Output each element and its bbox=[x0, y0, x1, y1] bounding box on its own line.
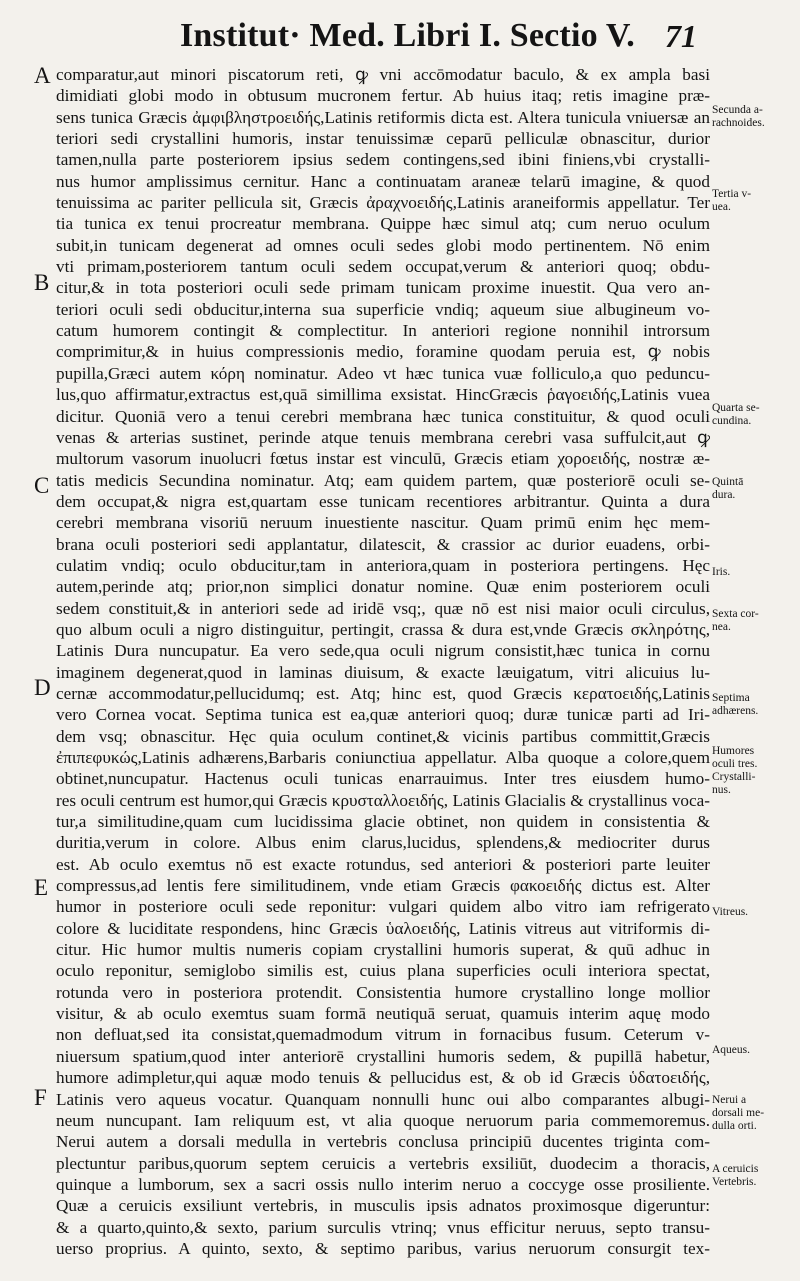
text-line: duritia,verum in colore. Albus enim clarus,lucidus, splendens,& mediocriter durus bbox=[56, 833, 710, 853]
margin-note-line: Humores bbox=[712, 745, 755, 757]
text-line: vero Cornea vocat. Septima tunica est ea,quæ anteriori quoq; duræ tunicæ parti ad Iri- bbox=[56, 705, 710, 725]
margin-note-line: Vertebris. bbox=[712, 1176, 757, 1188]
text-line: colore & luciditate respondens, hinc Græcis ὑαλοειδής, Latinis vitreus aut vitriformis di- bbox=[56, 918, 710, 938]
margin-note-septima bbox=[712, 692, 800, 718]
text-line: non defluat,sed ita consistat,quemadmodum vitrum in fornacibus fusum. Ceterum v- bbox=[56, 1025, 710, 1045]
text-line: uerso proprius. A quinto, sexto, & septimo paribus, varius neruorum consurgit tex- bbox=[56, 1238, 710, 1258]
margin-note-line: oculi tres. bbox=[712, 758, 758, 770]
section-letter-f: F bbox=[34, 1085, 47, 1110]
margin-note-line: Iris. bbox=[712, 566, 731, 578]
text-line: lus,quo affirmatur,extractus est,quā simillima exsistat. HincGræcis ῥαγοειδής,Latinis vuea bbox=[56, 385, 710, 405]
text-line: autem,perinde atq; prior,non simplici donatur nomine. Quæ enim posteriorem oculi bbox=[56, 577, 710, 597]
margin-note-tertia bbox=[712, 188, 800, 214]
text-line: humore adimpletur,qui aquæ modo tenuis & pellucidus est, & ob id Græcis ὑδατοειδής, bbox=[56, 1068, 710, 1088]
section-letter-c: C bbox=[34, 473, 50, 498]
text-line: sens tunica Græcis ἀμφιβληστροειδής,Latinis retiformis dicta est. Altera tunicula vniuersæ an bbox=[56, 107, 710, 127]
margin-note-line: Aqueus. bbox=[712, 1044, 751, 1056]
text-line: teriori sedi crystallini humoris, instar tenuissimæ ceparū pelliculæ obnascitur, durior bbox=[56, 129, 710, 149]
text-line: cernæ accommodatur,pellucidumq; est. Atq; hinc est, quod Græcis κερατοειδής,Latinis bbox=[56, 683, 710, 703]
text-line: dem vsq; obnascitur. Hęc quia oculum continet,& vicinis partibus committit,Græcis bbox=[56, 726, 710, 746]
text-line: Latinis Dura nuncupatur. Ea vero sede,qua oculi nigrum consistit,hæc tunica in cornu bbox=[56, 641, 710, 661]
text-line: quinque a lumborum, sex a sacri ossis nullo interim neruo a coccyge osse prosiliente. bbox=[56, 1174, 710, 1194]
margin-note-secunda bbox=[712, 104, 800, 130]
text-line: niuersum spatium,quod inter anteriorē crystallini humoris sedem, & pupillā habetur, bbox=[56, 1046, 710, 1066]
section-letter-b: B bbox=[34, 270, 50, 295]
text-line: ἐπιπεφυκώς,Latinis adhærens,Barbaris coniunctiua appellatur. Alba quoque a colore,quem bbox=[56, 748, 710, 767]
text-line: tamen,nulla parte posteriorem ipsius sedem contingens,sed ibini finiens,vbi crystalli- bbox=[56, 150, 710, 170]
margin-note-nerui bbox=[712, 1094, 800, 1133]
margin-note-line: Tertia v- bbox=[712, 188, 752, 200]
margin-note-line: cundina. bbox=[712, 415, 752, 427]
margin-note-line: Nerui a bbox=[712, 1094, 747, 1106]
text-line: culatim vndiq; oculo obducitur,tam in anteriora,quam in posteriora pertingens. Hęc bbox=[56, 555, 710, 575]
running-header bbox=[0, 14, 800, 58]
margin-notes bbox=[712, 0, 800, 1234]
margin-note-line: Quintā bbox=[712, 476, 744, 488]
text-line: brana oculi posteriori sedi applantatur, dilatescit, & crassior ac durior euadens, orbi- bbox=[56, 534, 710, 554]
text-line: sedem constituit,& in anteriori sede ad iridē vsq;, quæ nō est nisi maior oculi circulus, bbox=[56, 598, 710, 618]
text-line: tatis medicis Secundina nominatur. Atq; eam quidem partem, quæ posteriorē oculi se- bbox=[56, 470, 710, 490]
margin-note-line: Quarta se- bbox=[712, 402, 760, 414]
margin-note-aqueus bbox=[712, 1044, 800, 1057]
margin-note-quarta bbox=[712, 402, 800, 428]
margin-note-line: Sexta cor- bbox=[712, 608, 759, 620]
section-letter-e: E bbox=[34, 875, 49, 900]
text-line: Latinis vero aqueus vocatur. Quanquam nonnulli hunc oui albo comparantes albugi- bbox=[56, 1089, 710, 1109]
text-line: dem occupat,& nigra est,quartam esse tunicam recentiores arbitrantur. Quinta a dura bbox=[56, 491, 710, 511]
margin-note-line: dura. bbox=[712, 489, 736, 501]
margin-note-line: Secunda a- bbox=[712, 104, 763, 116]
text-line: multorum vasorum inuolucri fœtus instar est vinculū, Græcis etiam χοροειδής, nostræ æ- bbox=[56, 449, 710, 469]
text-line bbox=[56, 1259, 710, 1280]
margin-note-quinta bbox=[712, 476, 800, 502]
margin-note-line: rachnoides. bbox=[712, 117, 765, 129]
text-line: cerebri membrana visoriū neruum inuestiente nascitur. Quam primū enim hęc mem- bbox=[56, 513, 710, 533]
text-line: est. Ab oculo exemtus nō est exacte rotundus, sed anteriori & posteriori parte leuiter bbox=[56, 854, 710, 874]
text-line: nus humor amplissimus cernitur. Hanc a continuatam araneæ telarū imagine, & quod bbox=[56, 171, 710, 191]
margin-note-line: Vitreus. bbox=[712, 906, 749, 918]
text-line: res oculi centrum est humor,qui Græcis κρυσταλλοειδής, Latinis Glacialis & crystallinus voca- bbox=[56, 790, 710, 810]
margin-note-sexta bbox=[712, 608, 800, 634]
text-line: tenuissima ac pariter pellicula sit, Græcis ἀραχνοειδής,Latinis araneiformis appellatur. Ter bbox=[56, 193, 710, 213]
margin-note-iris bbox=[712, 566, 800, 579]
text-line: comparatur,aut minori piscatorum reti, ꝙ vni accōmodatur baculo, & ex ampla basi bbox=[56, 65, 710, 84]
margin-note-line: Septima bbox=[712, 692, 750, 704]
margin-note-line: dulla orti. bbox=[712, 1120, 757, 1132]
text-line: plectuntur paribus,quorum septem ceruicis a vertebris exsiliūt, duodecim a thoracis, bbox=[56, 1153, 710, 1173]
margin-note-humores bbox=[712, 745, 800, 797]
text-line: imaginem degenerat,quod in laminas diuisum, & exacte læuigatum, vitri alicuius lu- bbox=[56, 662, 710, 682]
margin-note-line: uea. bbox=[712, 201, 731, 213]
text-line: venas & arterias sustinet, perinde atque tenuis membrana cerebri vasa suffulcit,aut ꝙ bbox=[56, 427, 710, 447]
section-letter-a: A bbox=[34, 63, 51, 88]
text-line: compressus,ad lentis fere similitudinem, vnde etiam Græcis φακοειδής dictus est. Alter bbox=[56, 876, 710, 896]
text-line: tia tunica ex tenui procreatur membrana. Quippe hæc simul atq; cum neruo oculum bbox=[56, 214, 710, 234]
page-number: 71 bbox=[665, 18, 697, 54]
text-line: neum nuncupant. Iam reliquum est, vt alia quoque neruorum paria commemoremus. bbox=[56, 1110, 710, 1130]
text-line: vti primam,posteriorem tantum oculi sedem occupat,verum & anteriori quoq; obdu- bbox=[56, 257, 710, 277]
text-line: Quæ a ceruicis exsiliunt vertebris, in musculis ipsis adnatos proximosque digeruntur: bbox=[56, 1196, 710, 1216]
text-line: catum humorem contingit & complectitur. In anteriori regione nonnihil introrsum bbox=[56, 321, 710, 341]
text-line: dimidiati globi modo in obtusum mucronem fertur. Ab huius itaq; retis imagine præ- bbox=[56, 86, 710, 106]
text-line: tur,a similitudine,quam cum lucidissima glacie obtinet, non quidem in consistentia & bbox=[56, 812, 710, 832]
margin-note-line: nea. bbox=[712, 621, 731, 633]
text-line: quo album oculi a nigro distinguitur, pertingit, crassa & dura est,vnde Græcis σκληρότης, bbox=[56, 619, 710, 639]
margin-note-ceruicis bbox=[712, 1163, 800, 1189]
text-line: obtinet,nuncupatur. Hactenus oculi tunicas enarrauimus. Inter tres eiusdem humo- bbox=[56, 769, 710, 789]
text-line: teriori oculi sedi obducitur,interna sua superficie vndiq; aqueum siue albugineum vo- bbox=[56, 299, 710, 319]
text-line: visitur, & ab oculo exemtus suam formā neutiquā seruat, quamuis interim aquę modo bbox=[56, 1004, 710, 1024]
main-text-column bbox=[56, 64, 710, 1281]
text-line: dicitur. Quoniā vero a tenui cerebri membrana hæc tunica constituitur, & quod oculi bbox=[56, 406, 710, 426]
margin-note-vitreus bbox=[712, 906, 800, 919]
margin-note-line: A ceruicis bbox=[712, 1163, 759, 1175]
page-title: Institut· Med. Libri I. Sectio V. bbox=[180, 17, 635, 54]
text-line: & a quarto,quinto,& sexto, parium surculis vtrinq; vnus efficitur neruus, septo transu- bbox=[56, 1217, 710, 1237]
text-line: comprimitur,& in huius compressionis medio, foramine quodam peruia est, ꝙ nobis bbox=[56, 342, 710, 362]
text-line: citur,& in tota posteriori oculi sede primam tunicam proxime inuestit. Qua vero an- bbox=[56, 278, 710, 298]
text-line: pupilla,Græci autem κόρη nominatur. Adeo vt hæc tunica vuæ folliculo,a quo peduncu- bbox=[56, 363, 710, 383]
section-letter-d: D bbox=[34, 675, 51, 700]
text-line: oculo reponitur, semiglobo similis est, cuius plana superficies oculi interiora spectat, bbox=[56, 961, 710, 981]
text-line: humor in posteriore oculi sede reponitur: vulgari quidem albo vitro iam refrigerato bbox=[56, 897, 710, 917]
margin-note-line: Crystalli- bbox=[712, 771, 756, 783]
section-letters bbox=[0, 0, 56, 1234]
text-line: Nerui autem a dorsali medulla in vertebris conclusa principiū ducentes triginta com- bbox=[56, 1132, 710, 1152]
text-line: citur. Hic humor multis numeris copiam crystallini humoris superat, & quū adhuc in bbox=[56, 940, 710, 960]
text-line: rotunda vero in posteriora protendit. Consistentia humore crystallino longe mollior bbox=[56, 982, 710, 1002]
margin-note-line: dorsali me- bbox=[712, 1107, 765, 1119]
margin-note-line: nus. bbox=[712, 784, 731, 796]
margin-note-line: adhærens. bbox=[712, 705, 759, 717]
text-line: subit,in tunicam degenerat ad omnes oculi sedes globi modo pertinentem. Nō enim bbox=[56, 235, 710, 255]
